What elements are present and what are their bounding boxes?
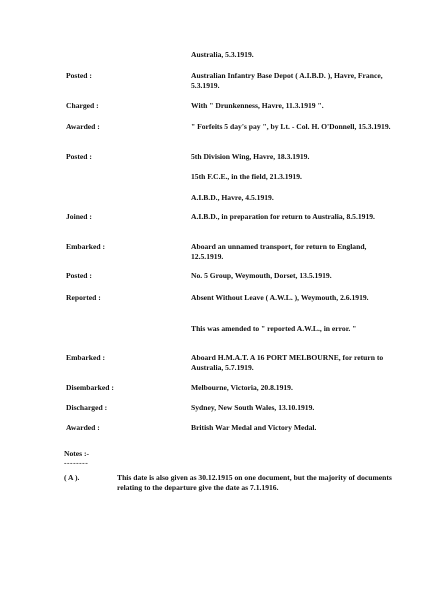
entry-label: Embarked : xyxy=(66,242,106,251)
entry-value: British War Medal and Victory Medal. xyxy=(191,423,317,432)
entry-label: Disembarked : xyxy=(66,383,114,392)
entry-label: Reported : xyxy=(66,293,101,302)
entry-value: Melbourne, Victoria, 20.8.1919. xyxy=(191,383,293,392)
entry-label: Discharged : xyxy=(66,403,108,412)
entry-value: Australian Infantry Base Depot ( A.I.B.D. ), Havre, France, 5.3.1919. xyxy=(191,71,383,90)
entry-label: Posted : xyxy=(66,271,92,280)
notes-divider: -------- xyxy=(64,458,89,467)
entry-label: Embarked : xyxy=(66,353,106,362)
entry-label: Awarded : xyxy=(66,122,100,131)
entry-value: With " Drunkenness, Havre, 11.3.1919 ". xyxy=(191,101,324,110)
entry-value: This was amended to " reported A.W.L., in error. " xyxy=(191,324,357,333)
entry-value: Sydney, New South Wales, 13.10.1919. xyxy=(191,403,315,412)
notes-title: Notes :- xyxy=(64,449,90,458)
entry-value: Australia, 5.3.1919. xyxy=(191,50,254,59)
entry-value: No. 5 Group, Weymouth, Dorset, 13.5.1919. xyxy=(191,271,332,280)
entry-label: Joined : xyxy=(66,212,92,221)
entry-label: Posted : xyxy=(66,152,92,161)
entry-value: 5th Division Wing, Havre, 18.3.1919. xyxy=(191,152,310,161)
note-key: ( A ). xyxy=(64,473,80,482)
entry-label: Posted : xyxy=(66,71,92,80)
entry-label: Awarded : xyxy=(66,423,100,432)
entry-value: 15th F.C.E., in the field, 21.3.1919. xyxy=(191,172,302,181)
note-text: This date is also given as 30.12.1915 on one document, but the majority of documents relating to the departure give the date as 7.1.1916. xyxy=(117,473,392,492)
entry-value: A.I.B.D., Havre, 4.5.1919. xyxy=(191,193,274,202)
entry-label: Charged : xyxy=(66,101,99,110)
entry-value: Absent Without Leave ( A.W.L. ), Weymouth, 2.6.1919. xyxy=(191,293,369,302)
entry-value: Aboard H.M.A.T. A 16 PORT MELBOURNE, for return to Australia, 5.7.1919. xyxy=(191,353,384,372)
entry-value: A.I.B.D., in preparation for return to Australia, 8.5.1919. xyxy=(191,212,375,221)
entry-value: Aboard an unnamed transport, for return to England, 12.5.1919. xyxy=(191,242,367,261)
entry-value: " Forfeits 5 day's pay ", by Lt. - Col. H. O'Donnell, 15.3.1919. xyxy=(191,122,391,131)
